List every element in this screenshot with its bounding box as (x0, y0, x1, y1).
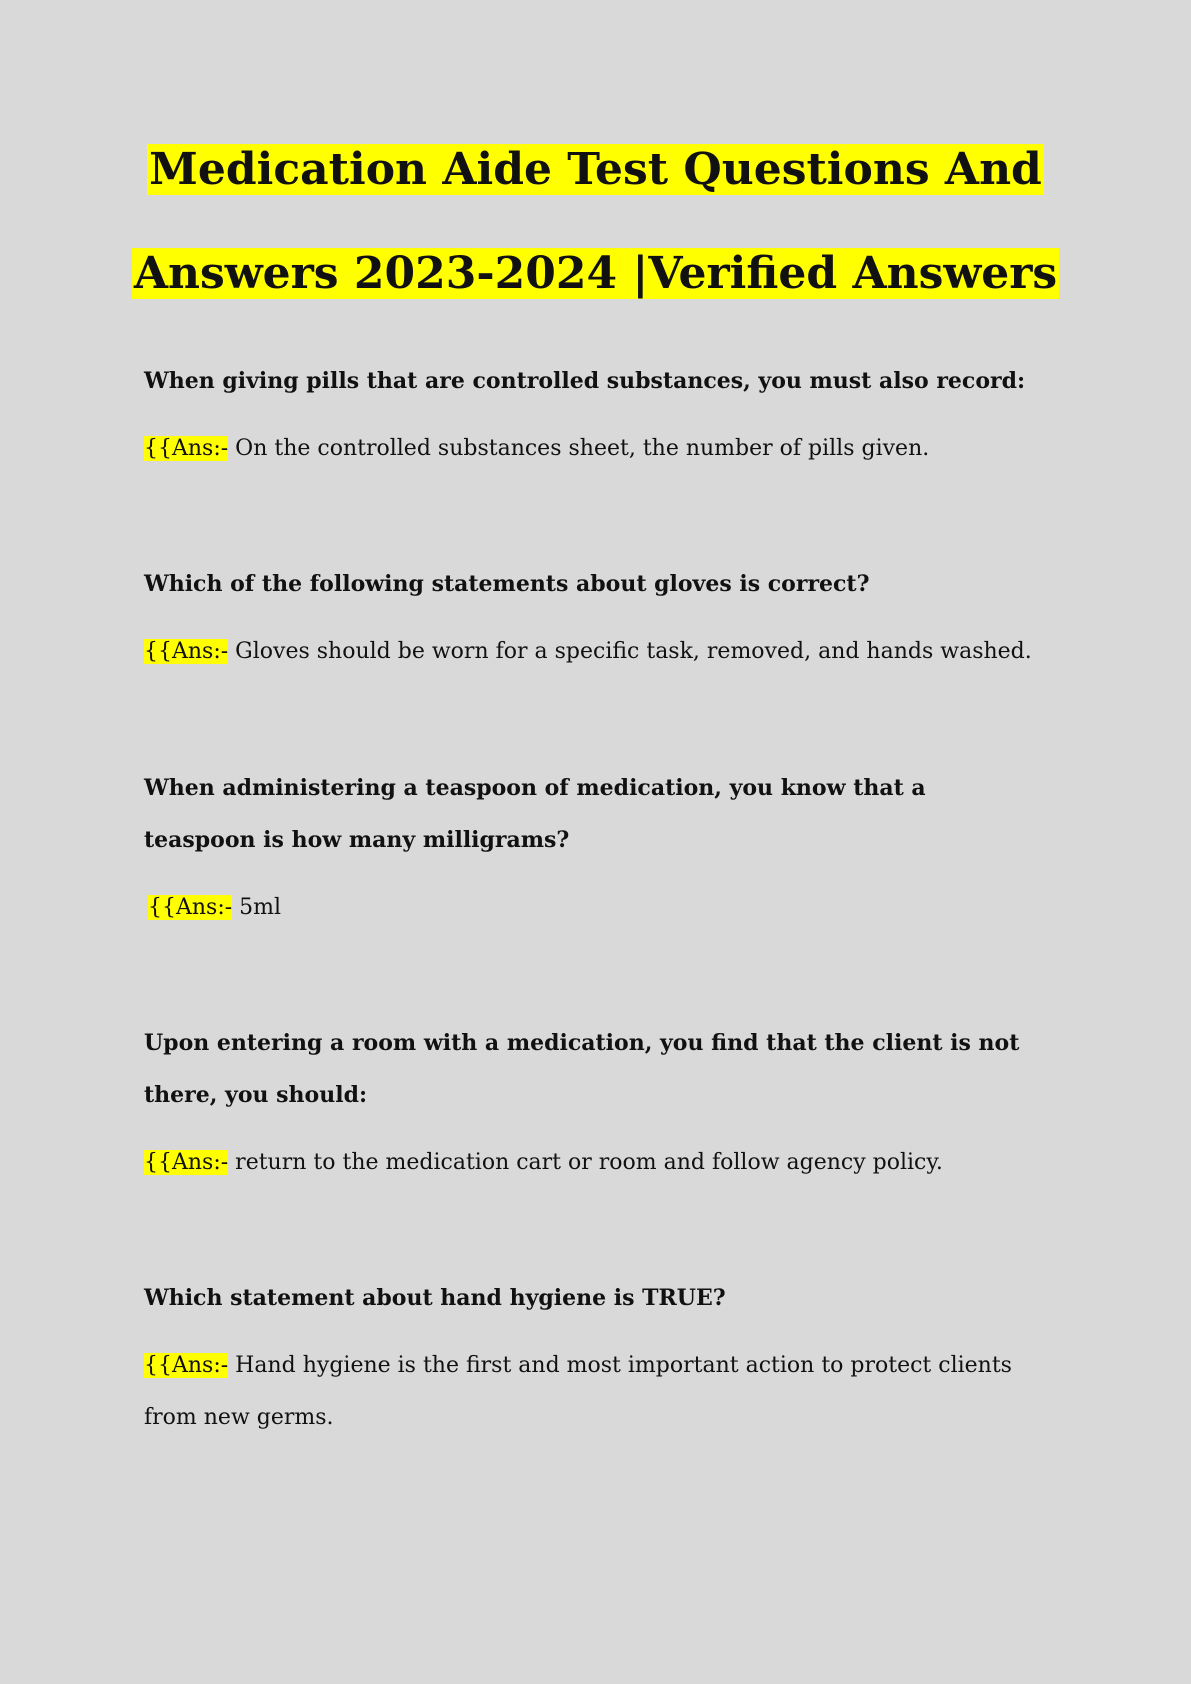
title-highlight-2: Answers 2023-2024 |Verified Answers (133, 248, 1058, 299)
answer-prefix: {{Ans:- (144, 1150, 229, 1175)
question-3: When administering a teaspoon of medication, you know that a teaspoon is how many milligrams? (144, 775, 926, 853)
question-1: When giving pills that are controlled substances, you must also record: (144, 368, 1026, 394)
answer-5 (144, 1340, 1044, 1444)
answer-4 (144, 1137, 1044, 1189)
answer-2 (144, 626, 1044, 678)
answer-prefix: {{Ans:- (144, 1353, 229, 1378)
answer-3 (148, 882, 1048, 934)
question-4: Upon entering a room with a medication, you find that the client is not there, you should: (144, 1030, 1020, 1108)
answer-prefix: {{Ans:- (148, 895, 233, 920)
answer-text: return to the medication cart or room and follow agency policy. (228, 1150, 943, 1175)
answer-text: On the controlled substances sheet, the number of pills given. (228, 436, 930, 461)
answer-1 (144, 423, 1044, 475)
document-title-line-2 (0, 248, 1191, 300)
answer-text: Gloves should be worn for a specific task, removed, and hands washed. (228, 639, 1032, 664)
question-5: Which statement about hand hygiene is TRUE? (144, 1285, 726, 1311)
answer-text: 5ml (232, 895, 282, 920)
answer-text: Hand hygiene is the first and most important action to protect clients from new germs. (144, 1353, 1012, 1430)
answer-prefix: {{Ans:- (144, 436, 229, 461)
title-highlight-1: Medication Aide Test Questions And (149, 144, 1042, 195)
question-2: Which of the following statements about gloves is correct? (144, 571, 870, 597)
document-title-line-1 (0, 144, 1191, 196)
answer-prefix: {{Ans:- (144, 639, 229, 664)
